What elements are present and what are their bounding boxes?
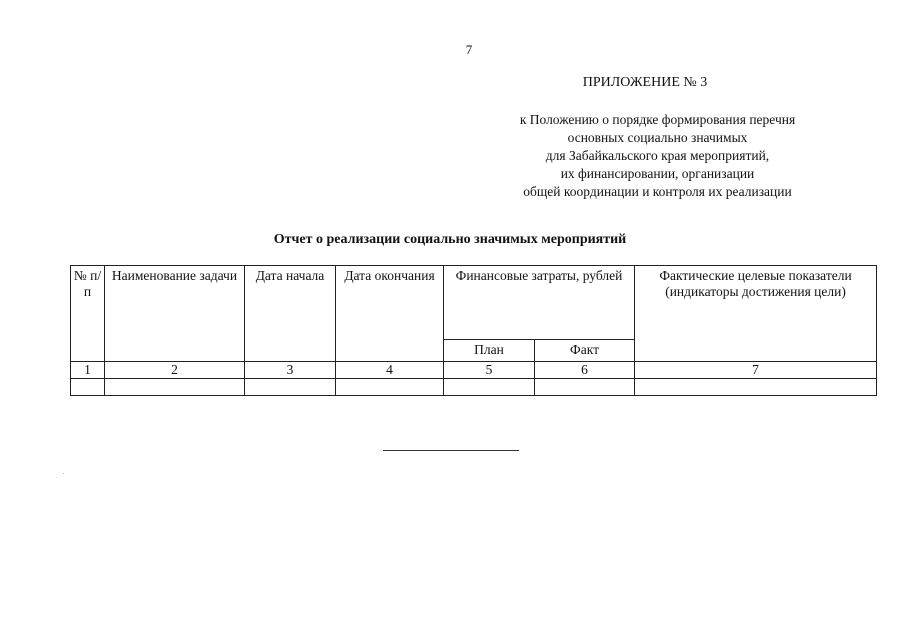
annotation-line: основных социально значимых [567, 130, 748, 145]
column-number: 7 [635, 362, 877, 379]
header-task-name: Наименование задачи [105, 266, 245, 362]
empty-cell [336, 379, 444, 396]
empty-cell [635, 379, 877, 396]
column-number-row [71, 362, 877, 379]
column-number: 4 [336, 362, 444, 379]
empty-data-row [71, 379, 877, 396]
appendix-annotation [470, 111, 845, 201]
header-financial: Финансовые затраты, рублей [444, 266, 635, 340]
appendix-title: ПРИЛОЖЕНИЕ № 3 [582, 75, 708, 90]
annotation-line: к Положению о порядке формирования перечня [519, 112, 796, 127]
header-fact: Факт [535, 340, 635, 362]
column-number: 2 [105, 362, 245, 379]
header-plan: План [444, 340, 535, 362]
annotation-line: их финансировании, организации [560, 166, 755, 181]
empty-cell [444, 379, 535, 396]
header-start-date: Дата начала [245, 266, 336, 362]
report-table [70, 265, 877, 396]
annotation-line: общей координации и контроля их реализации [523, 184, 792, 199]
header-indicators: Фактические целевые показатели (индикаторы достижения цели) [635, 266, 877, 362]
column-number: 6 [535, 362, 635, 379]
closing-line [383, 450, 519, 451]
report-title: Отчет о реализации социально значимых мероприятий [273, 232, 627, 247]
annotation-line: для Забайкальского края мероприятий, [545, 148, 770, 163]
column-number: 5 [444, 362, 535, 379]
column-number: 1 [71, 362, 105, 379]
empty-cell [245, 379, 336, 396]
header-num: № п/п [71, 266, 105, 362]
empty-cell [535, 379, 635, 396]
empty-cell [105, 379, 245, 396]
empty-cell [71, 379, 105, 396]
column-number: 3 [245, 362, 336, 379]
scan-speck [63, 473, 64, 474]
page-number: 7 [465, 42, 473, 57]
header-end-date: Дата окончания [336, 266, 444, 362]
